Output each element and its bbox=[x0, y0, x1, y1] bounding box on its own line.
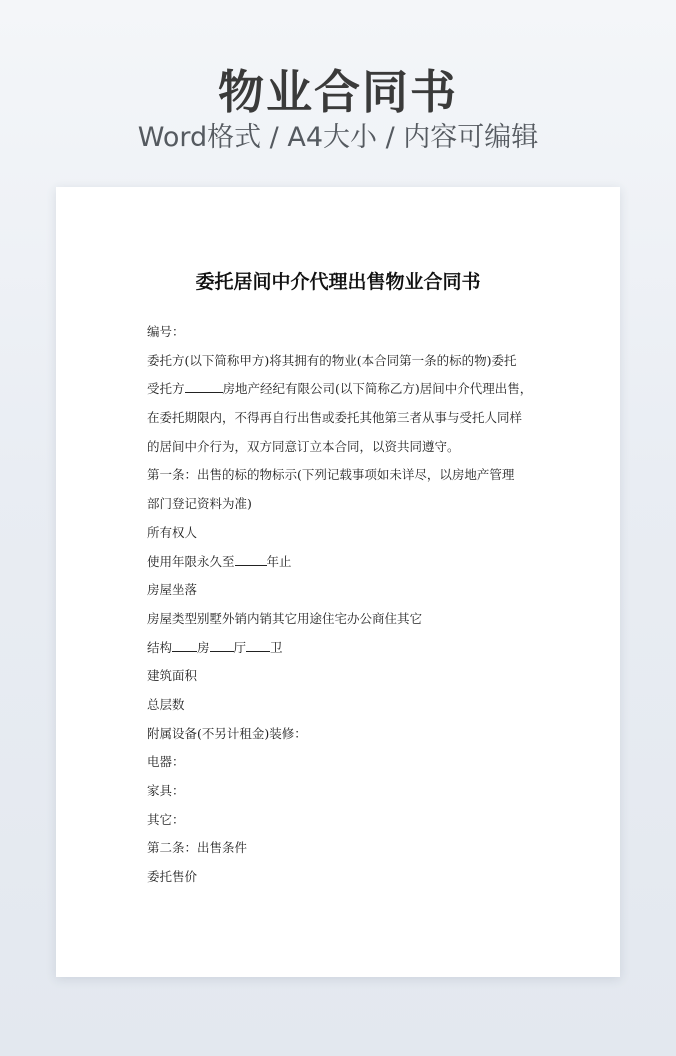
document-title: 委托居间中介代理出售物业合同书 bbox=[195, 271, 481, 293]
term-suffix: 年止 bbox=[266, 553, 292, 569]
banner-title: 物业合同书 bbox=[218, 65, 458, 119]
field-line bbox=[147, 777, 547, 806]
trustee-line bbox=[147, 375, 547, 404]
field-line bbox=[147, 519, 547, 548]
field-line bbox=[147, 662, 547, 691]
field-line bbox=[147, 691, 547, 720]
price-label: 委托售价 bbox=[147, 869, 198, 885]
trustee-company-text: 房地产经纪有限公司(以下简称乙方)居间中介代理出售， bbox=[222, 381, 533, 397]
location-label: 房屋坐落 bbox=[147, 582, 198, 598]
field-line bbox=[147, 576, 547, 605]
structure-label: 结构 bbox=[147, 639, 173, 655]
term-label: 使用年限永久至 bbox=[147, 553, 235, 569]
contract-number-label: 编号： bbox=[147, 324, 185, 339]
floors-label: 总层数 bbox=[147, 696, 185, 712]
article-one-text: 第一条：出售的标的物标示(下列记载事项如未详尽，以房地产管理 bbox=[147, 467, 515, 483]
field-line bbox=[147, 605, 547, 634]
field-line bbox=[147, 806, 547, 835]
term-year-blank[interactable] bbox=[235, 551, 267, 566]
contract-number-line bbox=[147, 318, 547, 347]
rooms-label: 房 bbox=[197, 639, 210, 655]
furniture-label: 家具： bbox=[147, 783, 185, 798]
document-page bbox=[56, 187, 620, 977]
trustee-name-blank[interactable] bbox=[185, 378, 223, 393]
house-type-label: 房屋类型别墅外销内销其它用途住宅办公商住其它 bbox=[147, 610, 423, 626]
paragraph-text: 委托方(以下简称甲方)将其拥有的物业(本合同第一条的标的物)委托 bbox=[147, 352, 517, 368]
baths-label: 卫 bbox=[270, 639, 283, 655]
area-label: 建筑面积 bbox=[147, 668, 198, 684]
baths-blank[interactable] bbox=[246, 637, 270, 652]
paragraph-line bbox=[147, 404, 547, 433]
field-line bbox=[147, 548, 547, 577]
paragraph-text: 部门登记资料为准) bbox=[147, 496, 252, 512]
paragraph-text: 在委托期限内，不得再自行出售或委托其他第三者从事与受托人同样 bbox=[147, 410, 523, 426]
article-two-text: 第二条：出售条件 bbox=[147, 840, 248, 856]
field-line bbox=[147, 634, 547, 663]
fixtures-label: 附属设备(不另计租金)装修： bbox=[147, 725, 307, 741]
field-line bbox=[147, 748, 547, 777]
paragraph-line bbox=[147, 490, 547, 519]
other-label: 其它： bbox=[147, 811, 185, 827]
owner-label: 所有权人 bbox=[147, 524, 198, 540]
paragraph-line bbox=[147, 347, 547, 376]
rooms-blank[interactable] bbox=[172, 637, 197, 652]
document-body bbox=[147, 318, 547, 892]
paragraph-line bbox=[147, 433, 547, 462]
field-line bbox=[147, 863, 547, 892]
trustee-label: 受托方 bbox=[147, 381, 185, 397]
halls-label: 厅 bbox=[233, 639, 247, 655]
article-heading bbox=[147, 834, 547, 863]
article-heading bbox=[147, 461, 547, 490]
paragraph-text: 的居间中介行为，双方同意订立本合同，以资共同遵守。 bbox=[147, 438, 460, 454]
banner-subtitle: Word格式 / A4大小 / 内容可编辑 bbox=[137, 122, 539, 153]
field-line bbox=[147, 720, 547, 749]
halls-blank[interactable] bbox=[210, 637, 234, 652]
appliances-label: 电器： bbox=[147, 754, 185, 770]
